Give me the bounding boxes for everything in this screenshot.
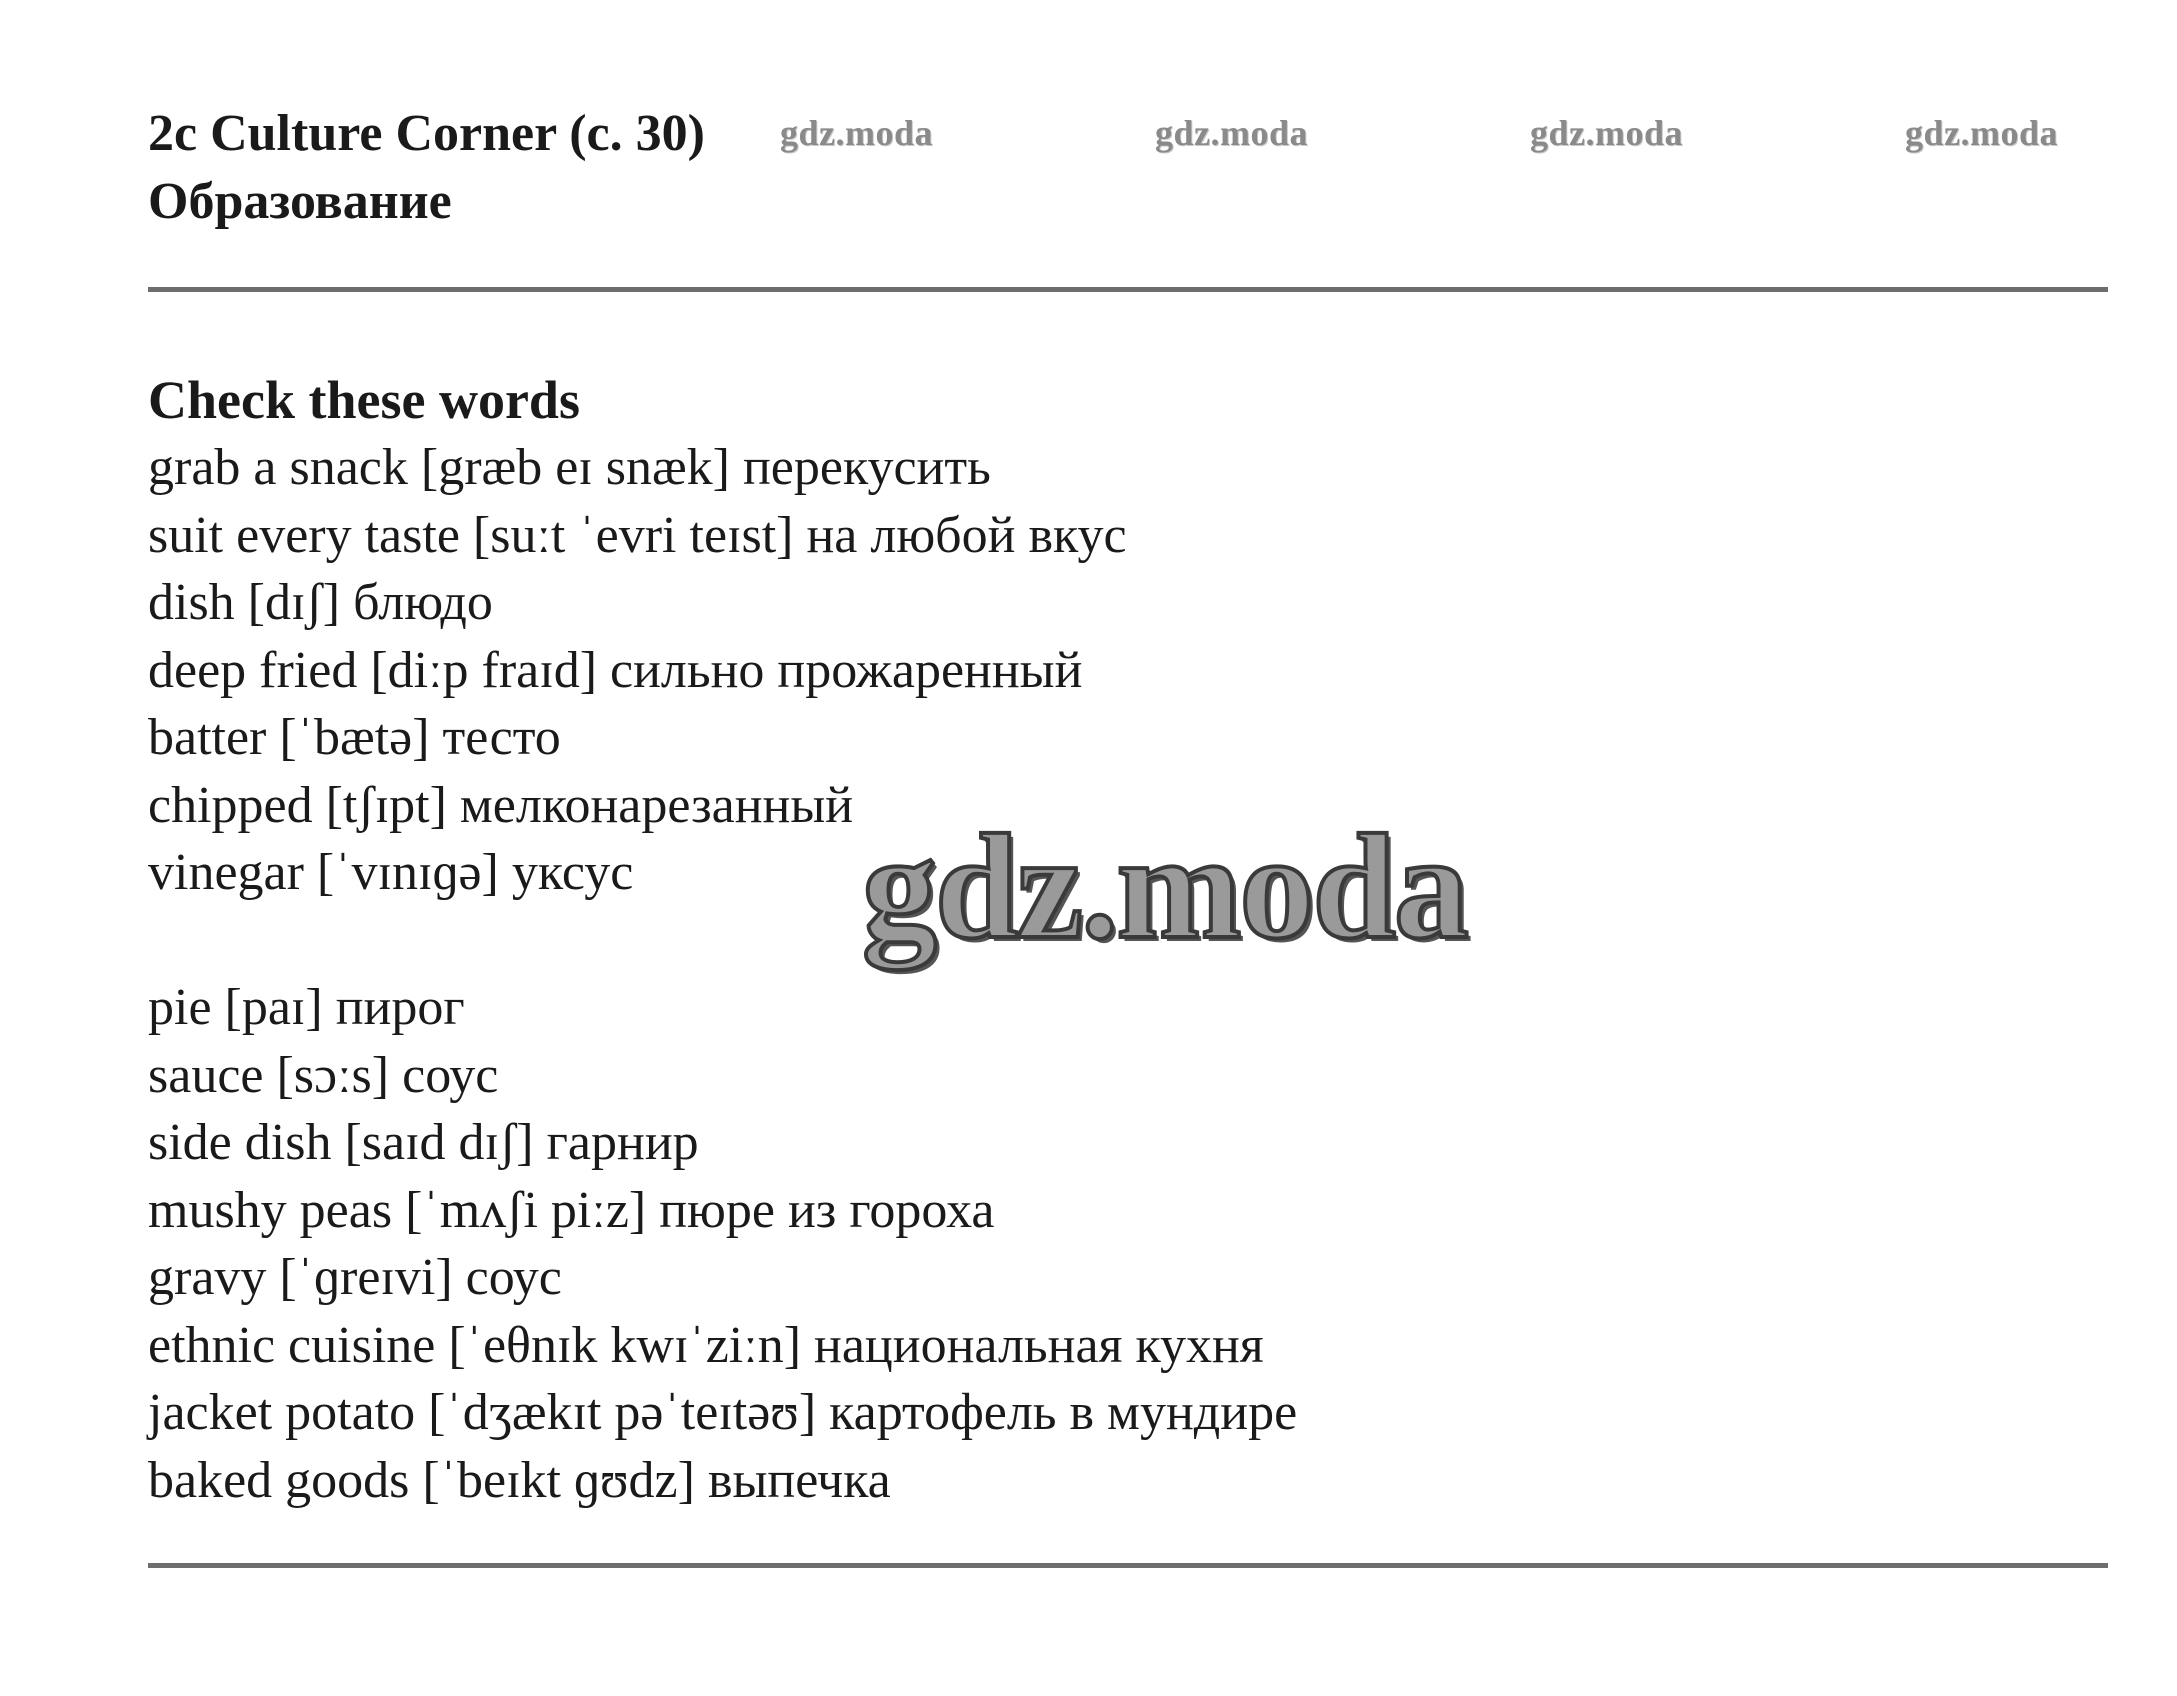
- word-item: ethnic cuisine [ˈeθnɪk kwɪˈziːn] национальная кухня: [148, 1316, 1264, 1374]
- word-list-group-2: [148, 974, 2048, 1514]
- word-item: jacket potato [ˈdʒækɪt pəˈteɪtəʊ] картофель в мундире: [148, 1384, 1298, 1441]
- watermark-large: gdz.moda: [862, 804, 1467, 970]
- word-item: batter [ˈbætə] тесто: [148, 709, 561, 766]
- word-item: baked goods [ˈbeɪkt ɡʊdz] выпечка: [148, 1451, 891, 1509]
- watermark-small-4: gdz.moda: [1905, 113, 2059, 153]
- word-item: gravy [ˈɡreɪvi] соус: [148, 1249, 562, 1306]
- word-item: dish [dɪʃ] блюдо: [148, 574, 493, 631]
- page-title: 2c Culture Corner (с. 30): [148, 105, 705, 162]
- word-item: vinegar [ˈvɪnɪɡə] уксус: [148, 844, 634, 901]
- word-item: chipped [tʃɪpt] мелконарезанный: [148, 776, 854, 834]
- word-item: side dish [saɪd dɪʃ] гарнир: [148, 1114, 699, 1171]
- page-subtitle: Образование: [148, 173, 452, 230]
- watermark-small-3: gdz.moda: [1530, 113, 1684, 153]
- word-item: deep fried [diːp fraɪd] сильно прожаренный: [148, 641, 1083, 699]
- top-divider: [148, 287, 2108, 292]
- word-item: mushy peas [ˈmʌʃi piːz] пюре из гороха: [148, 1181, 995, 1239]
- word-item: sauce [sɔːs] соус: [148, 1046, 499, 1104]
- word-item: suit every taste [suːt ˈevri teɪst] на любой вкус: [148, 506, 1127, 564]
- bottom-divider: [148, 1563, 2108, 1568]
- watermark-small-1: gdz.moda: [780, 113, 934, 153]
- page-header: [148, 100, 2108, 236]
- watermark-small-2: gdz.moda: [1155, 113, 1309, 153]
- word-item: grab a snack [græb eɪ snæk] перекусить: [148, 439, 991, 496]
- section-heading: Check these words: [148, 370, 580, 430]
- word-item: pie [paɪ] пирог: [148, 979, 465, 1036]
